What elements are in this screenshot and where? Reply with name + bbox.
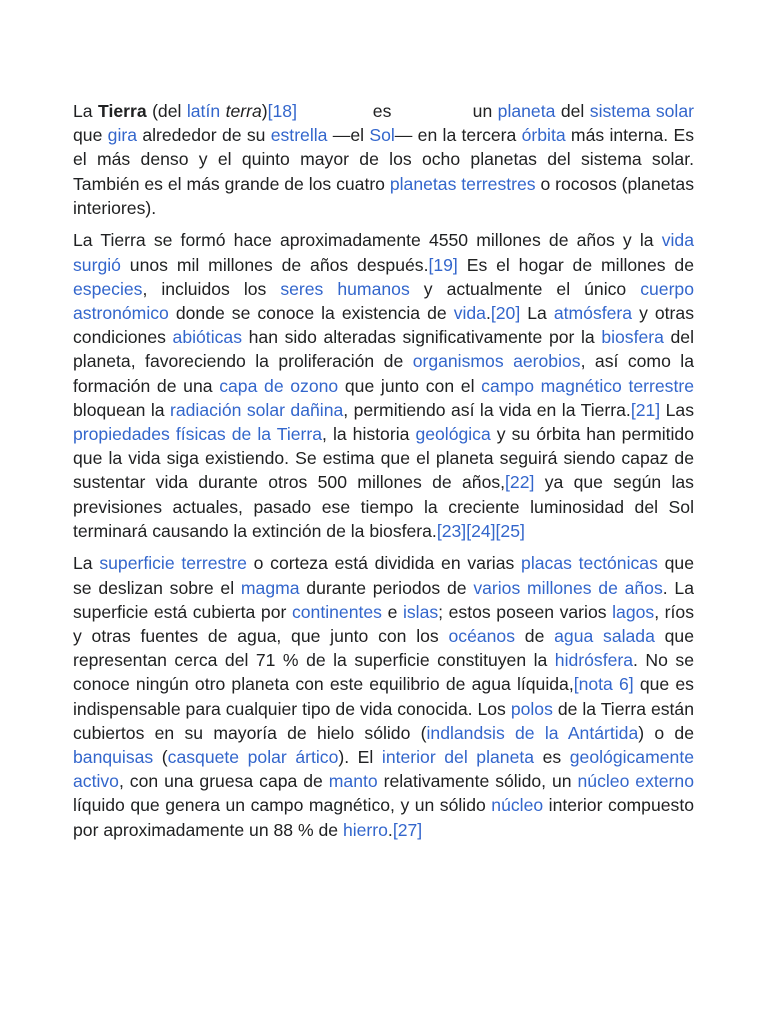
reference-link-21[interactable]: [21]: [630, 399, 661, 420]
text-run: , permitiendo así la vida en la Tierra.: [343, 399, 631, 420]
text-run: — en la tercera: [394, 125, 522, 146]
text-run: , ríos y otras fuentes de agua, que junto con los: [73, 601, 695, 647]
link-orbita[interactable]: órbita: [521, 125, 566, 146]
text-run: , incluidos los: [142, 278, 281, 299]
link-estrella[interactable]: estrella: [270, 125, 328, 146]
link-lagos[interactable]: lagos: [612, 601, 655, 622]
link-gira[interactable]: gira: [107, 125, 138, 146]
paragraph-intro: [73, 99, 694, 220]
link-propiedades-fisicas-de-la-tierra[interactable]: propiedades físicas de la Tierra: [73, 424, 323, 445]
text-run: alrededor de su: [137, 125, 271, 146]
text-run: unos mil millones de años después.: [120, 254, 429, 275]
text-run: —el: [327, 125, 370, 146]
link-oceanos[interactable]: océanos: [448, 626, 516, 647]
text-run: que: [73, 125, 108, 146]
text-run: .: [387, 819, 393, 840]
reference-link-25[interactable]: [25]: [495, 520, 525, 541]
link-organismos-aerobios[interactable]: organismos aerobios: [412, 351, 581, 372]
text-run: La: [73, 553, 100, 574]
link-cuerpo-astronomico[interactable]: cuerpo astronómico: [73, 278, 694, 324]
link-radiacion-solar-danina[interactable]: radiación solar dañina: [170, 399, 344, 420]
paragraph-formation: [73, 228, 694, 543]
link-atmosfera[interactable]: atmósfera: [553, 303, 633, 324]
link-placas-tectonicas[interactable]: placas tectónicas: [521, 553, 658, 574]
text-run: de la Tierra están cubiertos en su mayoría de hielo sólido (: [73, 698, 694, 743]
link-geologicamente-activo[interactable]: geológicamente activo: [73, 747, 694, 792]
link-sistema-solar[interactable]: sistema solar: [589, 101, 694, 121]
reference-link-22[interactable]: [22]: [505, 472, 535, 493]
text-run: de: [515, 626, 555, 647]
text-run: durante periodos de: [299, 577, 474, 598]
link-islas[interactable]: islas: [402, 601, 439, 622]
link-latin[interactable]: latín: [186, 101, 221, 121]
link-manto[interactable]: manto: [328, 771, 378, 792]
link-vida-surgio[interactable]: vida surgió: [73, 230, 694, 275]
link-vida[interactable]: vida: [453, 303, 486, 324]
bold-term: Tierra: [98, 101, 147, 121]
text-run: (: [153, 747, 168, 768]
paragraph-surface: [73, 551, 694, 841]
link-agua-salada[interactable]: agua salada: [554, 626, 655, 647]
text-run: es un: [296, 101, 498, 121]
text-run: y otras condiciones: [73, 303, 694, 348]
reference-link-27[interactable]: [27]: [392, 819, 423, 840]
text-run: (del: [146, 101, 187, 121]
link-casquete-polar-artico[interactable]: casquete polar ártico: [167, 747, 339, 768]
text-run: han sido alteradas significativamente por la: [242, 327, 602, 348]
link-capa-de-ozono[interactable]: capa de ozono: [219, 375, 339, 396]
link-varios-millones-de-anos[interactable]: varios millones de años: [473, 577, 663, 598]
text-run: Las: [660, 399, 694, 420]
link-magma[interactable]: magma: [240, 577, 300, 598]
text-run: .: [485, 303, 491, 324]
link-especies[interactable]: especies: [73, 278, 143, 299]
reference-link-nota-6[interactable]: [nota 6]: [573, 674, 634, 695]
article-body: [73, 99, 694, 850]
text-run: es: [534, 747, 570, 768]
link-hierro[interactable]: hierro: [342, 819, 388, 840]
link-interior-del-planeta[interactable]: interior del planeta: [381, 747, 535, 768]
text-run: ): [261, 101, 268, 121]
link-planeta[interactable]: planeta: [497, 101, 556, 121]
reference-link-19[interactable]: [19]: [428, 254, 458, 275]
text-run: donde se conoce la existencia de: [168, 303, 454, 324]
text-run: relativamente sólido, un: [377, 771, 578, 792]
text-run: que se deslizan sobre el: [73, 553, 694, 598]
reference-link-20[interactable]: [20]: [490, 303, 521, 324]
link-superficie-terrestre[interactable]: superficie terrestre: [99, 553, 247, 574]
link-hidrosfera[interactable]: hidrósfera: [554, 650, 634, 671]
link-continentes[interactable]: continentes: [291, 601, 382, 622]
text-run: más interna. Es el más denso y el quinto mayor de los ocho planetas del sistema solar. También es el más grande de los cuatro: [73, 125, 694, 194]
text-run: , así como la formación de una: [73, 351, 694, 396]
text-run: interior compuesto por aproximadamente un 88 % de: [73, 795, 695, 840]
reference-link-18[interactable]: [18]: [267, 101, 297, 121]
link-planetas-terrestres[interactable]: planetas terrestres: [389, 173, 536, 194]
text-run: que representan cerca del 71 % de la superficie constituyen la: [73, 626, 694, 671]
text-run: que es indispensable para cualquier tipo de vida conocida. Los: [73, 674, 694, 719]
text-run: del planeta, favoreciendo la proliferación de: [73, 327, 695, 372]
text-run: La: [520, 303, 554, 324]
text-run: bloquean la: [73, 399, 170, 420]
text-run: La Tierra se formó hace aproximadamente 4550 millones de años y la: [73, 230, 662, 251]
link-geologica[interactable]: geológica: [415, 424, 491, 445]
text-run: o rocosos (planetas interiores).: [73, 173, 695, 218]
text-run: Es el hogar de millones de: [457, 254, 694, 275]
text-run: ; estos poseen varios: [438, 601, 613, 622]
text-run: . No se conoce ningún otro planeta con este equilibrio de agua líquida,: [73, 650, 694, 695]
link-seres-humanos[interactable]: seres humanos: [280, 278, 410, 299]
text-run: líquido que genera un campo magnético, y un sólido: [73, 795, 492, 816]
link-campo-magnetico-terrestre[interactable]: campo magnético terrestre: [481, 375, 695, 396]
text-run: , con una gruesa capa de: [118, 771, 329, 792]
link-nucleo-externo[interactable]: núcleo externo: [577, 771, 694, 792]
link-indlandsis-de-la-antartida[interactable]: indlandsis de la Antártida: [426, 722, 639, 743]
link-biosfera[interactable]: biosfera: [601, 327, 664, 348]
link-nucleo[interactable]: núcleo: [491, 795, 544, 816]
text-run: que junto con el: [338, 375, 482, 396]
text-run: e: [381, 601, 403, 622]
link-abioticas[interactable]: abióticas: [172, 327, 242, 348]
text-run: ). El: [338, 747, 382, 768]
text-run: o corteza está dividida en varias: [246, 553, 522, 574]
italic-term: terra: [225, 101, 262, 121]
text-run: La: [73, 101, 99, 121]
link-polos[interactable]: polos: [510, 698, 553, 719]
text-run: , la historia: [322, 424, 416, 445]
reference-link-24[interactable]: [24]: [466, 520, 496, 541]
text-run: y su órbita han permitido que la vida siga existiendo. Se estima que el planeta seguirá siendo capaz de sustentar vida durante otros 500 millones de años,: [73, 424, 694, 493]
link-sol[interactable]: Sol: [369, 125, 395, 146]
text-run: ) o de: [638, 722, 694, 743]
text-run: del: [555, 101, 590, 121]
link-banquisas[interactable]: banquisas: [73, 747, 154, 768]
text-run: y actualmente el único: [409, 278, 641, 299]
text-run: ya que según las previsiones actuales, pasado ese tiempo la creciente luminosidad del Sol terminará causando la extinción de la biosfera.: [73, 472, 694, 541]
text-run: . La superficie está cubierta por: [73, 577, 694, 622]
reference-link-23[interactable]: [23]: [436, 520, 467, 541]
